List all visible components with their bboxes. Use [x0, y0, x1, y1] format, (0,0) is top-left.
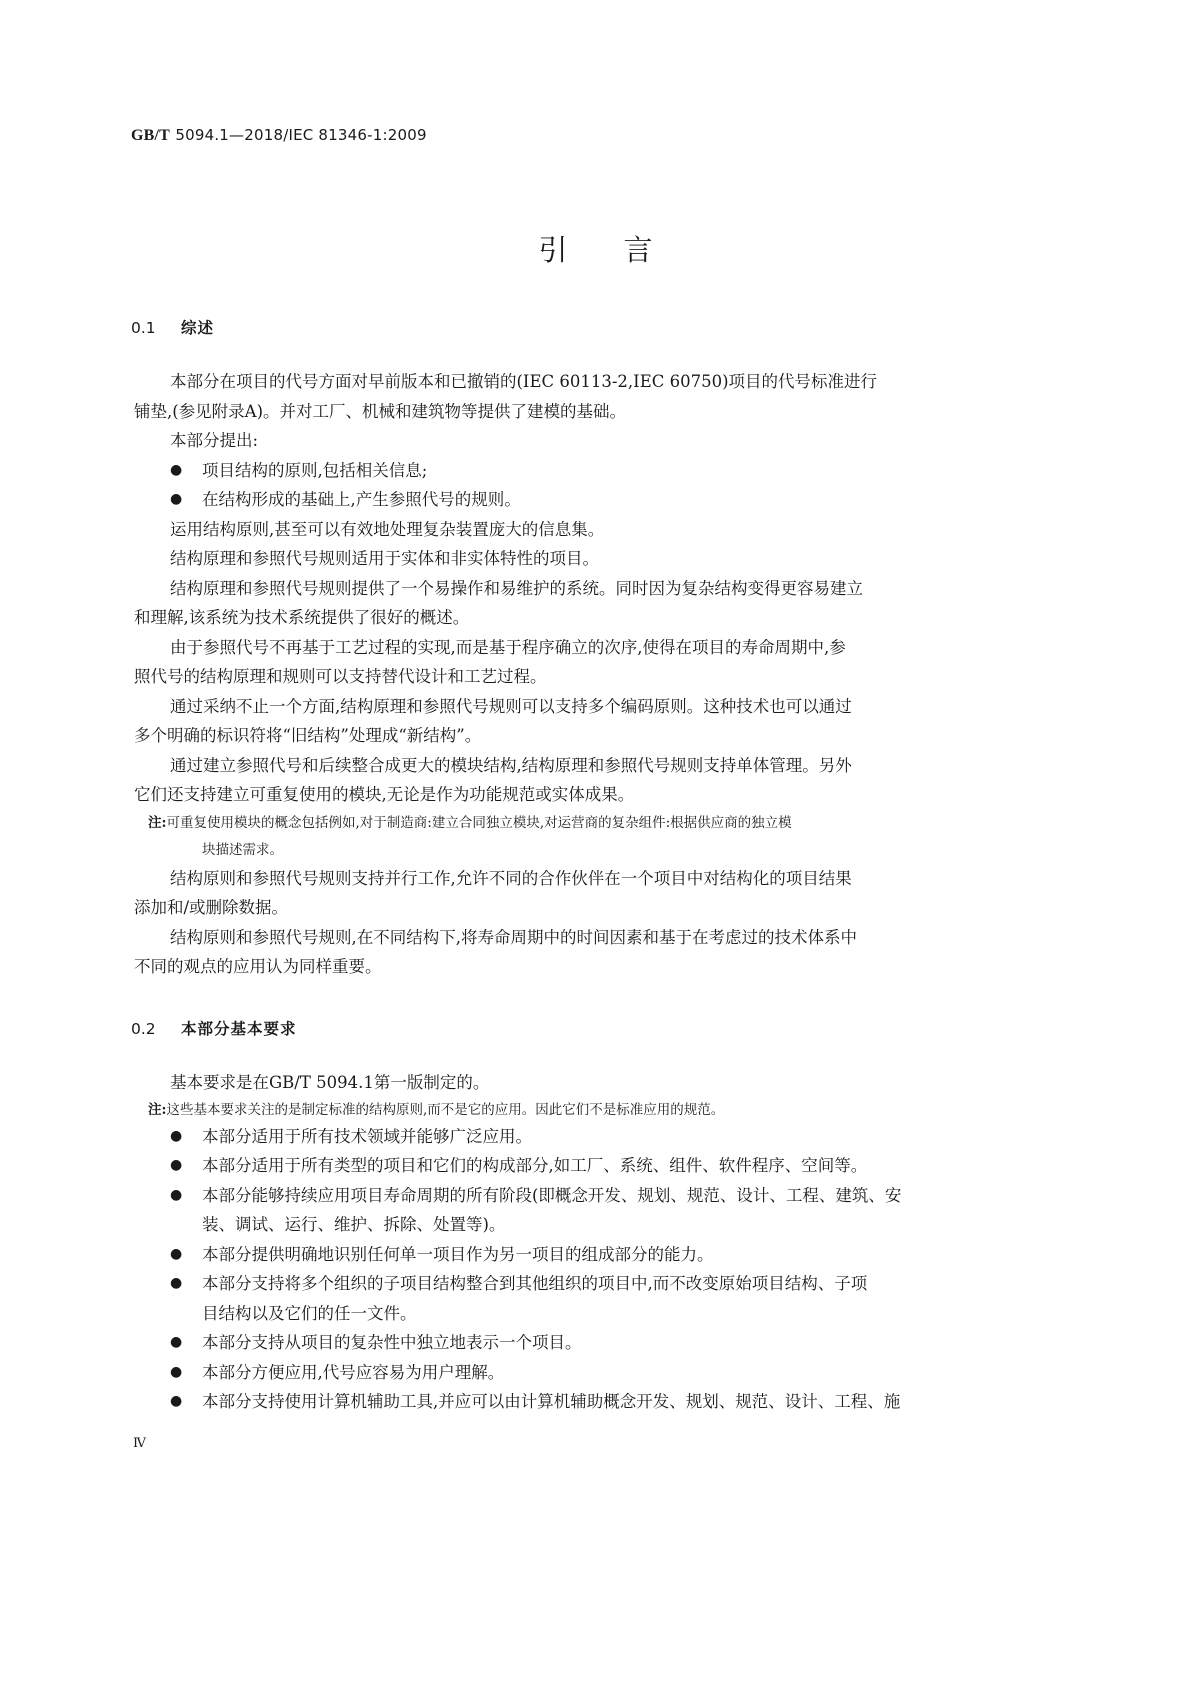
list-item-text: 本部分方便应用,代号应容易为用户理解。 — [202, 1362, 505, 1382]
note — [148, 1098, 1050, 1122]
list-item-text: 在结构形成的基础上,产生参照代号的规则。 — [202, 490, 521, 509]
paragraph: 由于参照代号不再基于工艺过程的实现,而是基于程序确立的次序,使得在项目的寿命周期中,参 — [170, 637, 846, 657]
page-number: Ⅳ — [133, 1436, 146, 1451]
list-item — [170, 1328, 1050, 1358]
list-item-text: 项目结构的原则,包括相关信息; — [202, 460, 428, 480]
list-item-text: 本部分适用于所有技术领域并能够广泛应用。 — [202, 1126, 532, 1146]
list-item-text: 本部分适用于所有类型的项目和它们的构成部分,如工厂、系统、组件、软件程序、空间等。 — [202, 1156, 868, 1175]
paragraph: 结构原理和参照代号规则提供了一个易操作和易维护的系统。同时因为复杂结构变得更容易建立 — [170, 578, 863, 598]
list-item — [170, 1151, 1050, 1181]
paragraph-continuation: 添加和/或删除数据。 — [134, 898, 289, 917]
paragraph: 运用结构原则,甚至可以有效地处理复杂装置庞大的信息集。 — [170, 519, 605, 539]
paragraph: 本部分提出: — [170, 431, 259, 450]
list-item-text: 本部分支持从项目的复杂性中独立地表示一个项目。 — [202, 1333, 582, 1352]
standard-number-header — [131, 125, 427, 145]
section-heading-0-2 — [131, 1017, 297, 1039]
list-item — [170, 1387, 1050, 1417]
section-title: 综述 — [181, 319, 215, 337]
bullet-icon: ● — [170, 1245, 183, 1262]
note-text: 可重复使用模块的概念包括例如,对于制造商:建立合同独立模块,对运营商的复杂组件:根据供应商的独立模 — [166, 814, 792, 831]
section-0-2-body — [148, 1068, 1050, 1417]
section-0-1-body — [134, 367, 1050, 982]
list-item-text-continuation: 目结构以及它们的任一文件。 — [202, 1303, 417, 1323]
note-label: 注: — [148, 1101, 167, 1118]
section-heading-0-1 — [131, 316, 214, 338]
list-item-text: 本部分支持将多个组织的子项目结构整合到其他组织的项目中,而不改变原始项目结构、子项 — [202, 1274, 868, 1293]
list-item — [170, 456, 1050, 486]
paragraph-continuation: 铺垫,(参见附录A)。并对工厂、机械和建筑物等提供了建模的基础。 — [134, 401, 627, 421]
list-item — [170, 485, 1050, 515]
standard-prefix: GB/T — [131, 127, 171, 144]
paragraph: 通过采纳不止一个方面,结构原理和参照代号规则可以支持多个编码原则。这种技术也可以通过 — [170, 696, 852, 716]
bullet-icon: ● — [170, 461, 183, 478]
list-item-text: 本部分支持使用计算机辅助工具,并应可以由计算机辅助概念开发、规划、规范、设计、工程、施 — [202, 1392, 901, 1411]
page-title: 引言 — [538, 233, 709, 267]
paragraph-continuation: 不同的观点的应用认为同样重要。 — [134, 957, 382, 976]
list-item-text-continuation: 装、调试、运行、维护、拆除、处置等)。 — [202, 1215, 506, 1234]
paragraph: 结构原理和参照代号规则适用于实体和非实体特性的项目。 — [170, 549, 599, 568]
bullet-icon: ● — [170, 1363, 183, 1380]
paragraph: 结构原则和参照代号规则支持并行工作,允许不同的合作伙伴在一个项目中对结构化的项目结果 — [170, 868, 852, 888]
bullet-icon: ● — [170, 1334, 183, 1350]
paragraph-continuation: 多个明确的标识符将“旧结构”处理成“新结构”。 — [134, 726, 482, 745]
section-number: 0.1 — [131, 319, 156, 337]
list-item — [170, 1181, 1050, 1240]
list-item — [170, 1122, 1050, 1152]
list-item-text: 本部分提供明确地识别任何单一项目作为另一项目的组成部分的能力。 — [202, 1244, 714, 1264]
paragraph-continuation: 和理解,该系统为技术系统提供了很好的概述。 — [134, 608, 470, 627]
section-title: 本部分基本要求 — [181, 1020, 297, 1038]
list-item — [170, 1358, 1050, 1388]
line: 本部分在项目的代号方面对早前版本和已撤销的(IEC 60113-2,IEC 60750)项目的代号标准进行 — [170, 372, 878, 391]
list-item — [170, 1269, 1050, 1328]
list-item — [170, 1240, 1050, 1270]
paragraph: 基本要求是在GB/T 5094.1第一版制定的。 — [170, 1073, 490, 1092]
bullet-icon: ● — [170, 1275, 183, 1291]
bullet-icon: ● — [170, 1157, 183, 1173]
bullet-icon: ● — [170, 1393, 183, 1409]
note — [148, 810, 1050, 864]
note-text-continuation: 块描述需求。 — [202, 841, 283, 858]
section-number: 0.2 — [131, 1020, 156, 1038]
paragraph-continuation: 照代号的结构原理和规则可以支持替代设计和工艺过程。 — [134, 667, 547, 686]
note-text: 这些基本要求关注的是制定标准的结构原则,而不是它的应用。因此它们不是标准应用的规范。 — [166, 1101, 725, 1118]
bullet-icon: ● — [170, 1127, 183, 1144]
bullet-icon: ● — [170, 491, 183, 507]
note-label: 注: — [148, 814, 167, 831]
paragraph: 通过建立参照代号和后续整合成更大的模块结构,结构原理和参照代号规则支持单体管理。另外 — [170, 755, 852, 775]
paragraph-continuation: 它们还支持建立可重复使用的模块,无论是作为功能规范或实体成果。 — [134, 785, 635, 804]
paragraph — [170, 367, 1050, 397]
paragraph: 结构原则和参照代号规则,在不同结构下,将寿命周期中的时间因素和基于在考虑过的技术体系中 — [170, 927, 857, 947]
bullet-icon: ● — [170, 1186, 183, 1203]
list-item-text: 本部分能够持续应用项目寿命周期的所有阶段(即概念开发、规划、规范、设计、工程、建筑、安 — [202, 1185, 902, 1205]
standard-code: 5094.1—2018/IEC 81346-1:2009 — [175, 126, 427, 144]
